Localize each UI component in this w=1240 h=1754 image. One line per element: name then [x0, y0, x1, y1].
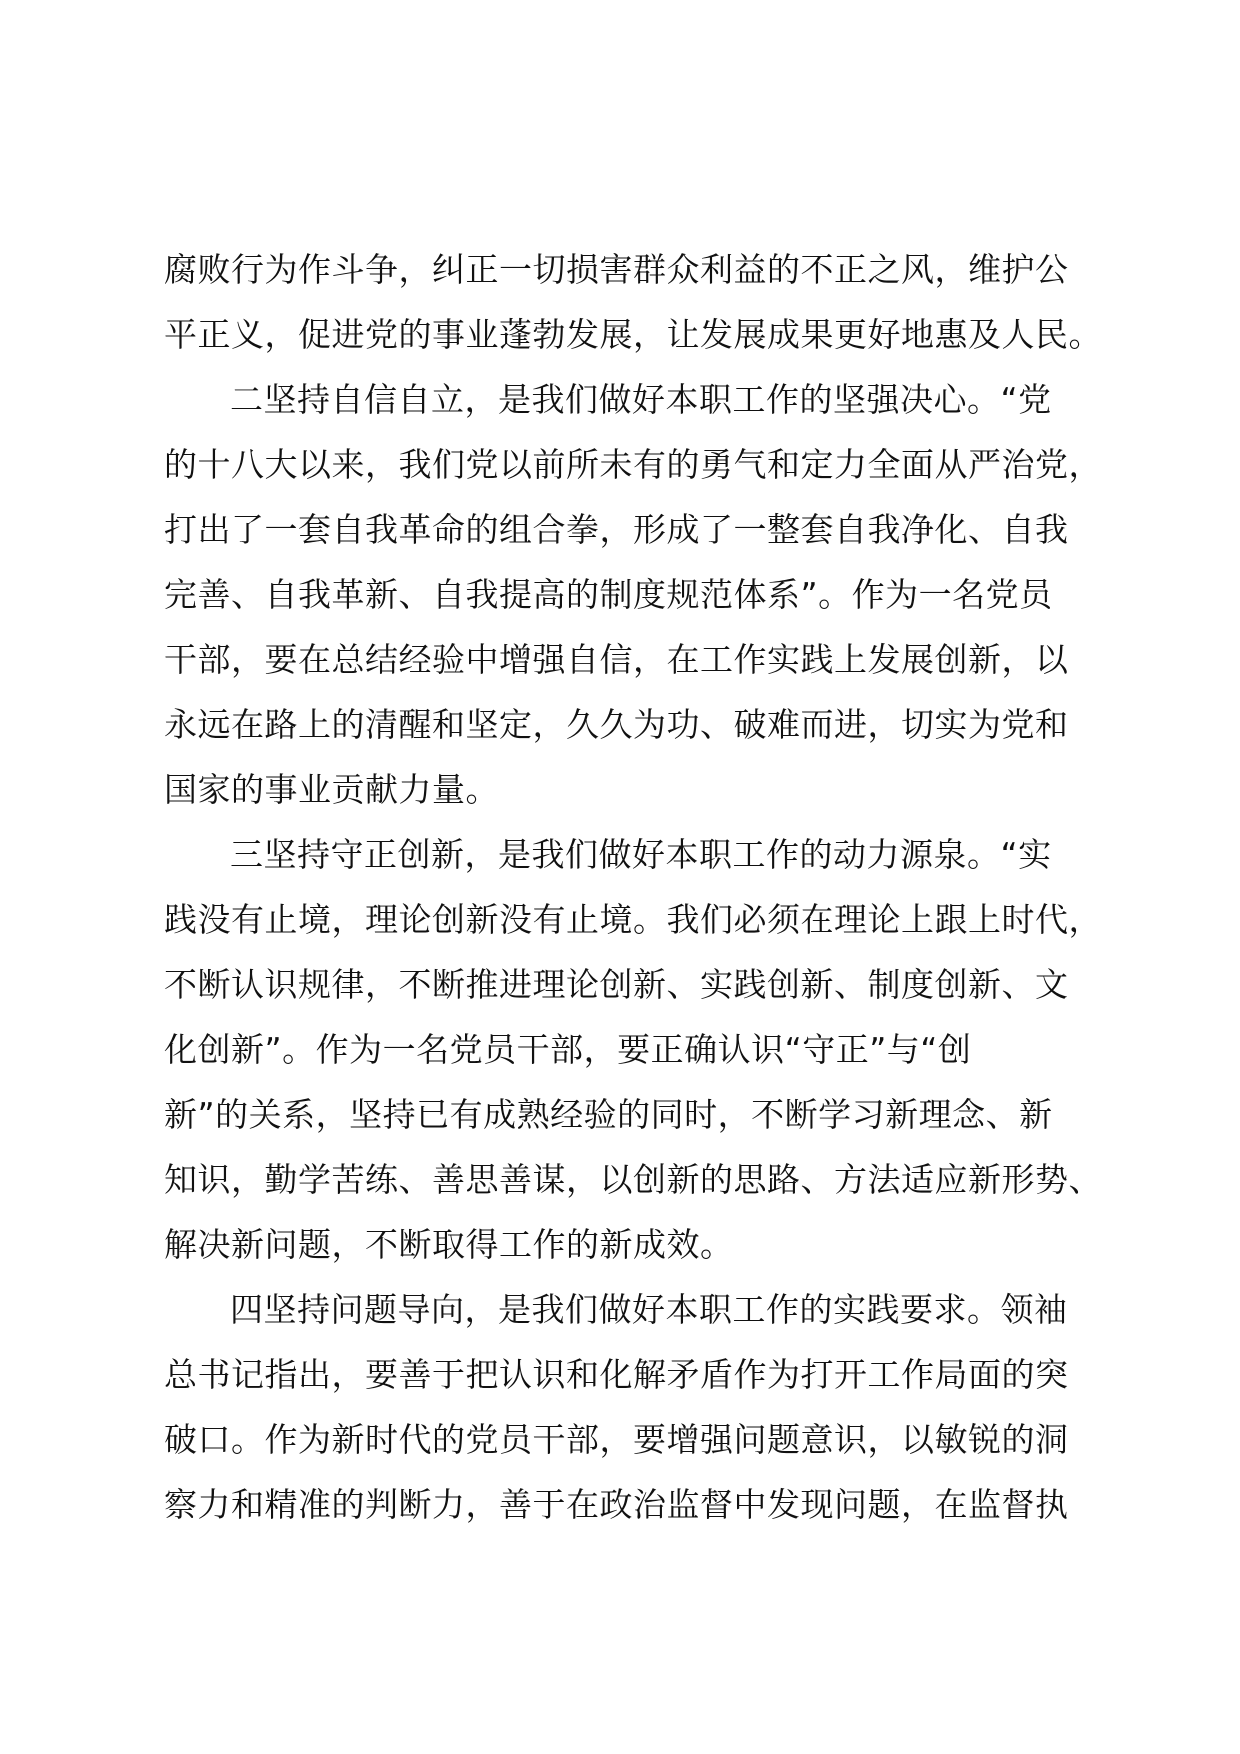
text-line: 永远在路上的清醒和坚定，久久为功、破难而进，切实为党和: [164, 705, 1069, 744]
text-line: 总书记指出，要善于把认识和化解矛盾作为打开工作局面的突: [164, 1355, 1069, 1394]
paragraph-start-line: 三坚持守正创新，是我们做好本职工作的动力源泉。“实: [230, 835, 1052, 874]
text-line: 知识，勤学苦练、善思善谋，以创新的思路、方法适应新形势、: [164, 1160, 1102, 1199]
text-line: 解决新问题，不断取得工作的新成效。: [164, 1225, 734, 1264]
text-line: 的十八大以来，我们党以前所未有的勇气和定力全面从严治党，: [164, 445, 1102, 484]
text-line: 完善、自我革新、自我提高的制度规范体系”。作为一名党员: [164, 575, 1053, 614]
text-line: 干部，要在总结经验中增强自信，在工作实践上发展创新，以: [164, 640, 1069, 679]
document-body: [164, 237, 1124, 1537]
text-line: 平正义，促进党的事业蓬勃发展，让发展成果更好地惠及人民。: [164, 315, 1102, 354]
paragraph-start-line: 四坚持问题导向，是我们做好本职工作的实践要求。领袖: [230, 1290, 1068, 1329]
text-line: 打出了一套自我革命的组合拳，形成了一整套自我净化、自我: [164, 510, 1069, 549]
text-line: 不断认识规律，不断推进理论创新、实践创新、制度创新、文: [164, 965, 1069, 1004]
text-line: 察力和精准的判断力，善于在政治监督中发现问题，在监督执: [164, 1485, 1069, 1524]
text-line: 践没有止境，理论创新没有止境。我们必须在理论上跟上时代，: [164, 900, 1102, 939]
text-line: 腐败行为作斗争，纠正一切损害群众利益的不正之风，维护公: [164, 250, 1069, 289]
paragraph-start-line: 二坚持自信自立，是我们做好本职工作的坚强决心。“党: [230, 380, 1052, 419]
text-line: 破口。作为新时代的党员干部，要增强问题意识，以敏锐的洞: [164, 1420, 1069, 1459]
text-line: 新”的关系，坚持已有成熟经验的同时，不断学习新理念、新: [164, 1095, 1053, 1134]
text-line: 化创新”。作为一名党员干部，要正确认识“守正”与“创: [164, 1030, 972, 1069]
text-line: 国家的事业贡献力量。: [164, 770, 499, 809]
